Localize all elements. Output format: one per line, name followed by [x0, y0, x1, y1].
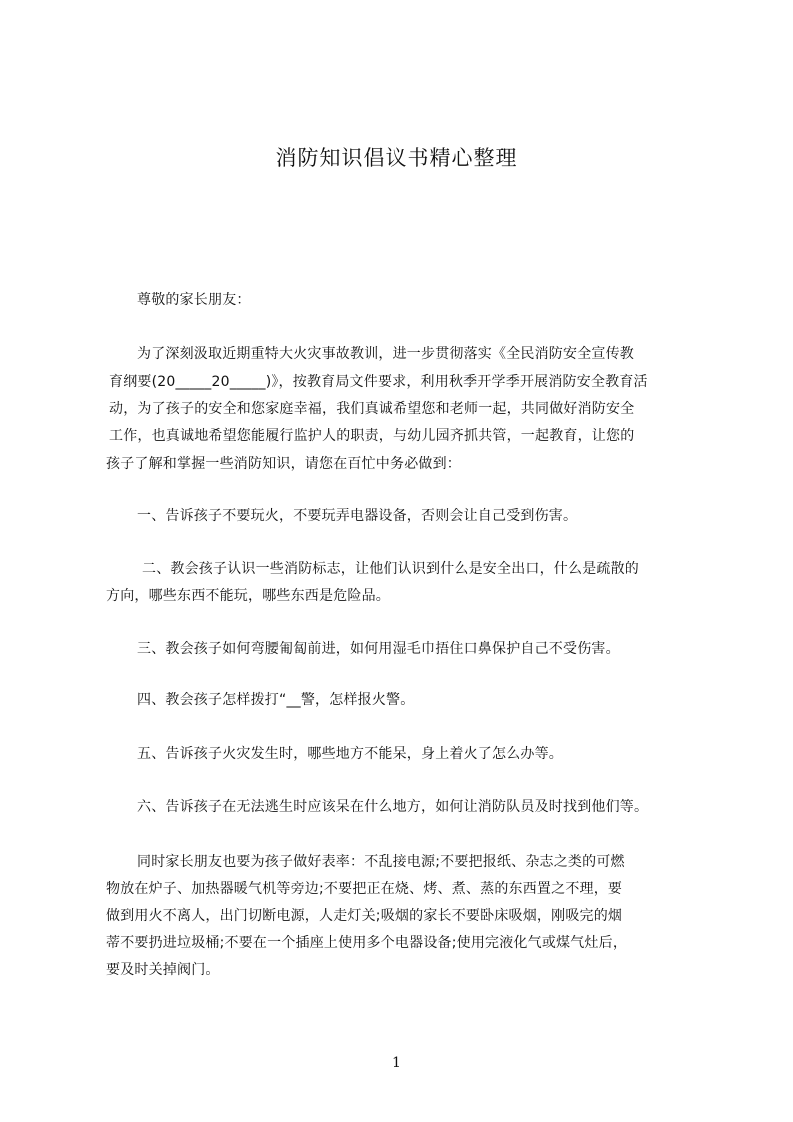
- paragraph-line: 物放在炉子、加热器暖气机等旁边;不要把正在烧、烤、煮、蒸的东西置之不理，要: [106, 881, 623, 897]
- paragraph-line: 要及时关掉阀门。: [106, 962, 220, 978]
- list-item: 六、告诉孩子在无法逃生时应该呆在什么地方，如何让消防队员及时找到他们等。: [137, 799, 649, 815]
- paragraph-line: 同时家长朋友也要为孩子做好表率：不乱接电源;不要把报纸、杂志之类的可燃: [137, 854, 625, 870]
- paragraph-line: 孩子了解和掌握一些消防知识，请您在百忙中务必做到：: [106, 456, 461, 472]
- paragraph-line: 育纲要(20_____20_____)》，按教育局文件要求，利用秋季开学季开展消防安全教育活: [109, 374, 648, 390]
- paragraph-line: 为了深刻汲取近期重特大火灾事故教训，进一步贯彻落实《全民消防安全宣传教: [137, 346, 634, 362]
- paragraph-line: 蒂不要扔进垃圾桶;不要在一个插座上使用多个电器设备;使用完液化气或煤气灶后，: [106, 935, 628, 951]
- page-title: 消防知识倡议书精心整理: [275, 146, 518, 170]
- list-item-line: 二、教会孩子认识一些消防标志，让他们认识到什么是安全出口，什么是疏散的: [142, 561, 639, 577]
- paragraph-line: 工作，也真诚地希望您能履行监护人的职责，与幼儿园齐抓共管，一起教育，让您的: [109, 428, 635, 444]
- list-item: 三、教会孩子如何弯腰匍匐前进，如何用湿毛巾捂住口鼻保护自己不受伤害。: [137, 641, 620, 657]
- paragraph-line: 做到用火不离人，出门切断电源，人走灯关;吸烟的家长不要卧床吸烟，刚吸完的烟: [106, 908, 623, 924]
- page-number: 1: [392, 1055, 401, 1071]
- list-item: 五、告诉孩子火灾发生时，哪些地方不能呆，身上着火了怎么办等。: [137, 746, 563, 762]
- list-item: 四、教会孩子怎样拨打“__警，怎样报火警。: [137, 692, 415, 708]
- paragraph-line: 动，为了孩子的安全和您家庭幸福，我们真诚希望您和老师一起，共同做好消防安全: [109, 401, 635, 417]
- greeting: 尊敬的家长朋友：: [137, 292, 251, 308]
- list-item: 一、告诉孩子不要玩火，不要玩弄电器设备，否则会让自己受到伤害。: [137, 508, 578, 524]
- list-item-line: 方向，哪些东西不能玩，哪些东西是危险品。: [106, 588, 390, 604]
